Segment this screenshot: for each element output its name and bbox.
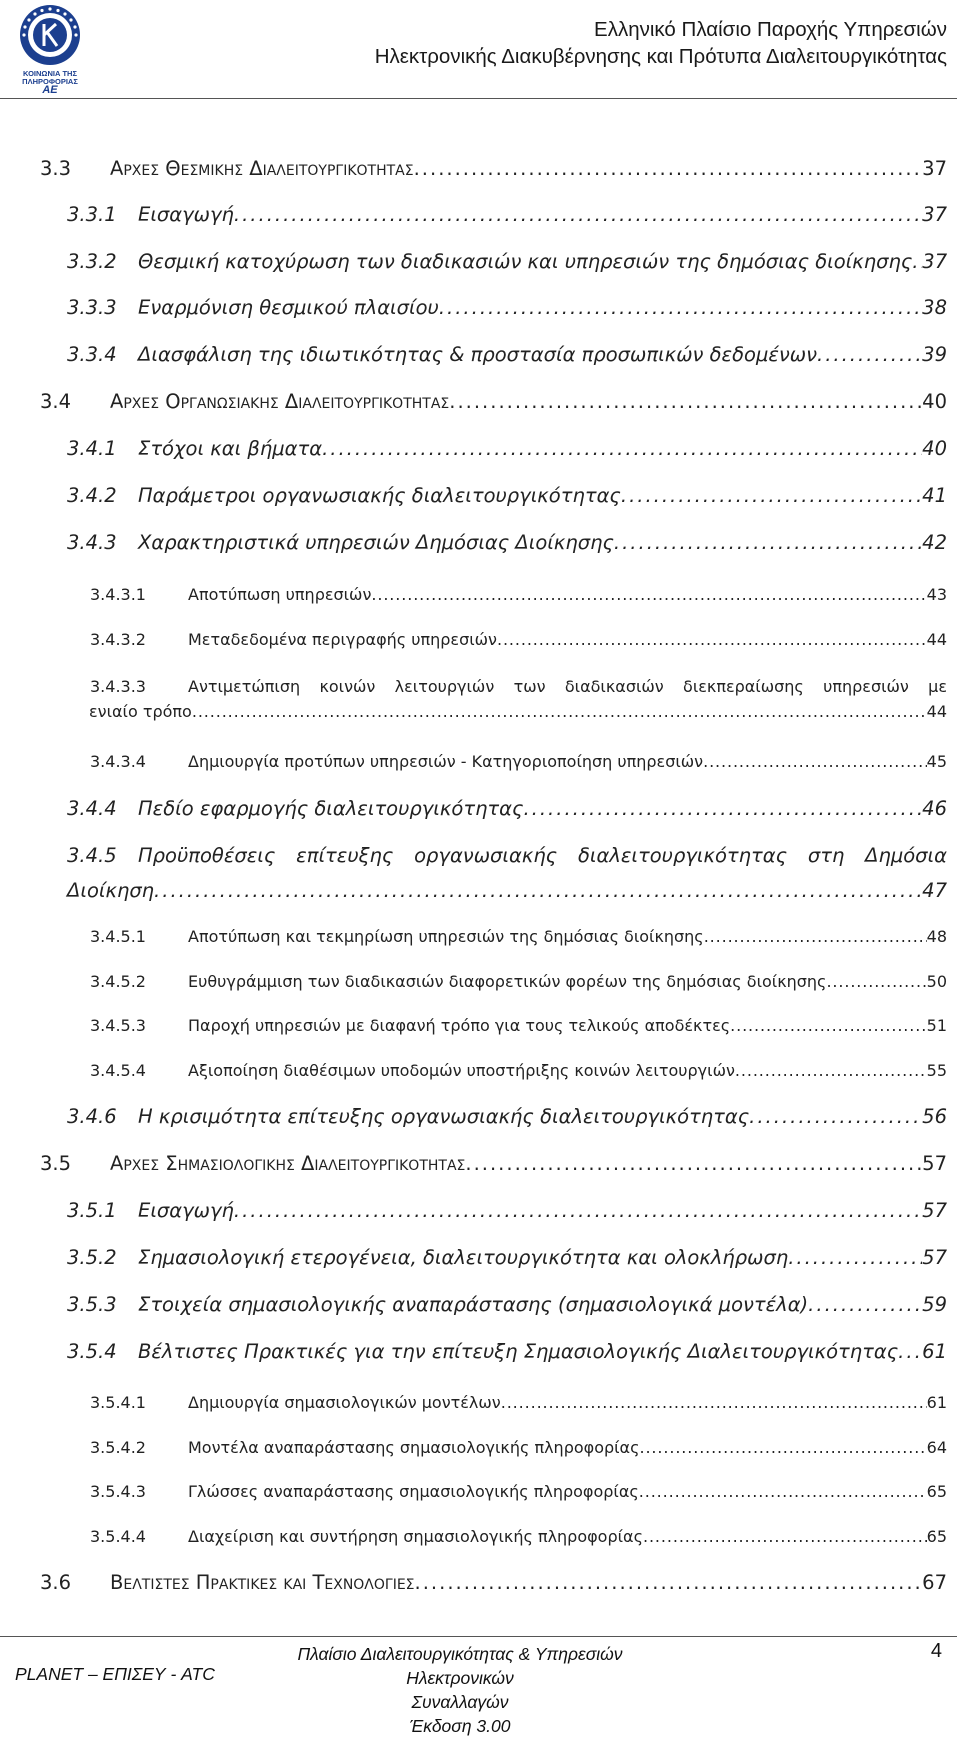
logo-caption-line2: ΠΛΗΡΟΦΟΡΙΑΣ (22, 77, 78, 86)
toc-entry-3-3[interactable] (40, 157, 947, 180)
toc-leader (501, 1393, 927, 1412)
toc-number: 3.5.4.4 (90, 1527, 146, 1546)
toc-title: Γλώσσες αναπαράστασης σημασιολογικής πληροφορίας (188, 1482, 639, 1501)
toc-leader (808, 1293, 922, 1316)
toc-entry-3-5-3[interactable] (67, 1293, 947, 1316)
toc-page: 55 (926, 1061, 947, 1080)
toc-number: 3.3.3 (67, 296, 117, 319)
toc-entry-3-3-4[interactable] (67, 343, 947, 366)
toc-page: 65 (926, 1482, 947, 1501)
toc-title: Βελτιστες Πρακτικες και Τεχνολογιες (110, 1571, 415, 1594)
header-title (375, 16, 947, 70)
toc-entry-3-4-5-3[interactable] (90, 1016, 947, 1035)
toc-entry-3-4-3-1[interactable] (90, 585, 947, 604)
toc-title: Δημιουργία σημασιολογικών μοντέλων (188, 1393, 501, 1412)
toc-entry-3-5-1[interactable] (67, 1199, 947, 1222)
toc-page: 42 (922, 531, 947, 554)
toc-number: 3.4.6 (67, 1105, 117, 1128)
toc-entry-3-4-3-4[interactable] (90, 752, 947, 771)
toc-leader (234, 203, 922, 226)
toc-number: 3.5.4.3 (90, 1482, 146, 1501)
toc-title: Ευθυγράμμιση των διαδικασιών διαφορετικών φορέων της δημόσιας διοίκησης (188, 972, 827, 991)
toc-page: 59 (922, 1293, 947, 1316)
toc-number: 3.3.2 (67, 250, 117, 273)
toc-title: Σημασιολογική ετερογένεια, διαλειτουργικότητα και ολοκλήρωση (138, 1246, 789, 1269)
toc-entry-3-5-2[interactable] (67, 1246, 947, 1269)
toc-leader (749, 1105, 922, 1128)
logo-caption-line1: ΚΟΙΝΩΝΙΑ ΤΗΣ (23, 69, 77, 78)
toc-number: 3.4.3.2 (90, 630, 146, 649)
toc-number: 3.4.1 (67, 437, 117, 460)
toc-leader (898, 1340, 922, 1363)
toc-title: Αρχες Σημασιολογικης Διαλειτουργικοτητας (110, 1152, 466, 1175)
toc-entry-3-4-5-4[interactable] (90, 1061, 947, 1080)
toc-number: 3.6 (40, 1571, 72, 1594)
toc-entry-3-6[interactable] (40, 1571, 947, 1594)
toc-page: 57 (922, 1246, 947, 1269)
toc-number: 3.5.2 (67, 1246, 117, 1269)
toc-title-line2: ενιαίο τρόπο (89, 702, 192, 721)
toc-number: 3.5.4 (67, 1340, 117, 1363)
toc-entry-3-4-3-2[interactable] (90, 630, 947, 649)
toc-page: 46 (922, 797, 947, 820)
toc-number: 3.4.3 (67, 531, 117, 554)
toc-number: 3.5.4.1 (90, 1393, 146, 1412)
footer-title-line2: Συναλλαγών (411, 1692, 509, 1712)
toc-leader (322, 437, 922, 460)
footer-organizations: PLANET – ΕΠΙΣΕΥ - ATC (15, 1664, 215, 1684)
toc-page: 37 (922, 157, 947, 180)
toc-page: 38 (922, 296, 947, 319)
toc-entry-3-3-2[interactable] (67, 250, 947, 273)
toc-page: 40 (922, 437, 947, 460)
toc-number: 3.4.3.4 (90, 752, 146, 771)
toc-entry-3-4-6[interactable] (67, 1105, 947, 1128)
toc-title: Παροχή υπηρεσιών με διαφανή τρόπο για τους τελικούς αποδέκτες (188, 1016, 731, 1035)
toc-page: 51 (926, 1016, 947, 1035)
toc-number: 3.4.3.1 (90, 585, 146, 604)
toc-leader (730, 1016, 927, 1035)
toc-entry-3-5-4-1[interactable] (90, 1393, 947, 1412)
toc-number: 3.4.5 (67, 844, 117, 867)
toc-leader (154, 873, 922, 908)
toc-page: 64 (926, 1438, 947, 1457)
toc-leader (703, 752, 927, 771)
toc-entry-3-3-3[interactable] (67, 296, 947, 319)
toc-number: 3.4.5.3 (90, 1016, 146, 1035)
toc-title: Πεδίο εφαρμογής διαλειτουργικότητας (138, 797, 524, 820)
toc-title: Διασφάλιση της ιδιωτικότητας & προστασία προσωπικών δεδομένων (138, 343, 818, 366)
toc-title: Δημιουργία προτύπων υπηρεσιών - Κατηγοριοποίηση υπηρεσιών (188, 752, 704, 771)
toc-entry-3-4-5[interactable] (67, 838, 947, 908)
footer-document-title (290, 1642, 630, 1738)
toc-number: 3.3.1 (67, 203, 117, 226)
toc-entry-3-4-5-1[interactable] (90, 927, 947, 946)
toc-leader (614, 531, 922, 554)
logo-caption-ae: ΑΕ (42, 84, 58, 96)
toc-title: Αποτύπωση υπηρεσιών (188, 585, 372, 604)
toc-leader (912, 250, 922, 273)
toc-page: 39 (922, 343, 947, 366)
toc-number: 3.5.4.2 (90, 1438, 146, 1457)
toc-title: Παράμετροι οργανωσιακής διαλειτουργικότητας (138, 484, 621, 507)
toc-entry-3-5-4-2[interactable] (90, 1438, 947, 1457)
toc-page: 67 (922, 1571, 947, 1594)
page-number: 4 (930, 1640, 942, 1662)
footer-title-line1: Πλαίσιο Διαλειτουργικότητας & Υπηρεσιών Ηλεκτρονικών (297, 1644, 623, 1688)
toc-number: 3.5.3 (67, 1293, 117, 1316)
toc-page: 48 (926, 927, 947, 946)
toc-leader (415, 1571, 923, 1594)
toc-page: 61 (922, 1340, 947, 1363)
toc-number: 3.3.4 (67, 343, 117, 366)
toc-leader (192, 699, 927, 724)
toc-page: 41 (922, 484, 947, 507)
toc-page: 57 (922, 1199, 947, 1222)
toc-leader (639, 1438, 926, 1457)
logo-caption (14, 70, 86, 95)
toc-leader (826, 972, 926, 991)
toc-number: 3.4.5.1 (90, 927, 146, 946)
toc-page: 61 (926, 1393, 947, 1412)
toc-title: Η κρισιμότητα επίτευξης οργανωσιακής διαλειτουργικότητας (138, 1105, 750, 1128)
organization-logo (14, 2, 86, 96)
toc-page: 37 (922, 250, 948, 273)
toc-entry-3-4-3[interactable] (67, 531, 947, 554)
toc-page: 47 (922, 879, 947, 902)
toc-title: Στοιχεία σημασιολογικής αναπαράστασης (σημασιολογικά μοντέλα) (138, 1293, 809, 1316)
toc-entry-3-3-1[interactable] (67, 203, 947, 226)
toc-leader (817, 343, 922, 366)
toc-leader (643, 1527, 927, 1546)
toc-title: Αποτύπωση και τεκμηρίωση υπηρεσιών της δημόσιας διοίκησης (188, 927, 704, 946)
toc-title: Μοντέλα αναπαράστασης σημασιολογικής πληροφορίας (188, 1438, 640, 1457)
toc-number: 3.4.2 (67, 484, 117, 507)
toc-title: Εναρμόνιση θεσμικού πλαισίου (138, 296, 439, 319)
toc-title: Μεταδεδομένα περιγραφής υπηρεσιών (188, 630, 497, 649)
toc-entry-3-4[interactable] (40, 390, 947, 413)
toc-entry-3-4-1[interactable] (67, 437, 947, 460)
toc-number: 3.5.1 (67, 1199, 117, 1222)
toc-entry-3-5-4[interactable] (67, 1340, 947, 1363)
toc-number: 3.4.4 (67, 797, 117, 820)
toc-page: 57 (922, 1152, 947, 1175)
toc-leader (465, 1152, 922, 1175)
toc-leader (788, 1246, 922, 1269)
toc-title-line1: Προϋποθέσεις επίτευξης οργανωσιακής διαλειτουργικότητας στη Δημόσια (138, 844, 947, 867)
page-header (0, 0, 960, 100)
toc-title: Εισαγωγή (138, 1199, 234, 1222)
footer-version: Έκδοση 3.00 (409, 1716, 511, 1736)
toc-leader (735, 1061, 927, 1080)
toc-title: Βέλτιστες Πρακτικές για την επίτευξη Σημασιολογικής Διαλειτουργικότητας (138, 1340, 899, 1363)
toc-entry-3-5[interactable] (40, 1152, 947, 1175)
footer-divider (0, 1636, 957, 1637)
header-title-line2: Ηλεκτρονικής Διακυβέρνησης και Πρότυπα Διαλειτουργικότητας (374, 45, 947, 68)
toc-leader (371, 585, 926, 604)
toc-page: 56 (922, 1105, 947, 1128)
toc-entry-3-5-4-4[interactable] (90, 1527, 947, 1546)
toc-number: 3.4.5.4 (90, 1061, 146, 1080)
toc-leader (704, 927, 927, 946)
toc-page: 43 (926, 585, 947, 604)
toc-leader (439, 296, 922, 319)
toc-page: 45 (926, 752, 947, 771)
toc-number: 3.4.3.3 (90, 677, 146, 696)
toc-entry-3-4-5-2[interactable] (90, 972, 947, 991)
header-title-line1: Ελληνικό Πλαίσιο Παροχής Υπηρεσιών (594, 18, 947, 41)
toc-leader (639, 1482, 927, 1501)
toc-title: Εισαγωγή (138, 203, 234, 226)
toc-title: Στόχοι και βήματα (138, 437, 323, 460)
toc-entry-3-4-2[interactable] (67, 484, 947, 507)
toc-title: Χαρακτηριστικά υπηρεσιών Δημόσιας Διοίκησης (138, 531, 614, 554)
toc-entry-3-4-3-3[interactable] (90, 674, 947, 724)
toc-number: 3.3 (40, 157, 72, 180)
toc-title-line1: Αντιμετώπιση κοινών λειτουργιών των διαδικασιών διεκπεραίωσης υπηρεσιών με (188, 677, 947, 696)
toc-number: 3.4 (40, 390, 72, 413)
toc-leader (497, 630, 927, 649)
header-divider (0, 98, 957, 99)
toc-entry-3-5-4-3[interactable] (90, 1482, 947, 1501)
toc-entry-3-4-4[interactable] (67, 797, 947, 820)
toc-leader (414, 157, 923, 180)
toc-leader (234, 1199, 922, 1222)
toc-title-line2: Διοίκηση (67, 879, 155, 902)
toc-number: 3.4.5.2 (90, 972, 146, 991)
toc-number: 3.5 (40, 1152, 72, 1175)
toc-page: 44 (926, 630, 947, 649)
toc-title: Διαχείριση και συντήρηση σημασιολογικής πληροφορίας (188, 1527, 643, 1546)
logo-emblem-icon (14, 2, 86, 72)
toc-page: 50 (926, 972, 947, 991)
toc-leader (449, 390, 922, 413)
toc-leader (621, 484, 922, 507)
toc-page: 44 (926, 702, 947, 721)
toc-leader (523, 797, 922, 820)
toc-page: 37 (922, 203, 947, 226)
toc-title: Αξιοποίηση διαθέσιμων υποδομών υποστήριξης κοινών λειτουργιών (188, 1061, 735, 1080)
toc-title: Θεσμική κατοχύρωση των διαδικασιών και υπηρεσιών της δημόσιας διοίκησης (138, 250, 913, 273)
toc-title: Αρχες Θεσμικης Διαλειτουργικοτητας (110, 157, 414, 180)
toc-page: 40 (922, 390, 947, 413)
toc-page: 65 (926, 1527, 947, 1546)
toc-title: Αρχες Οργανωσιακης Διαλειτουργικοτητας (110, 390, 450, 413)
